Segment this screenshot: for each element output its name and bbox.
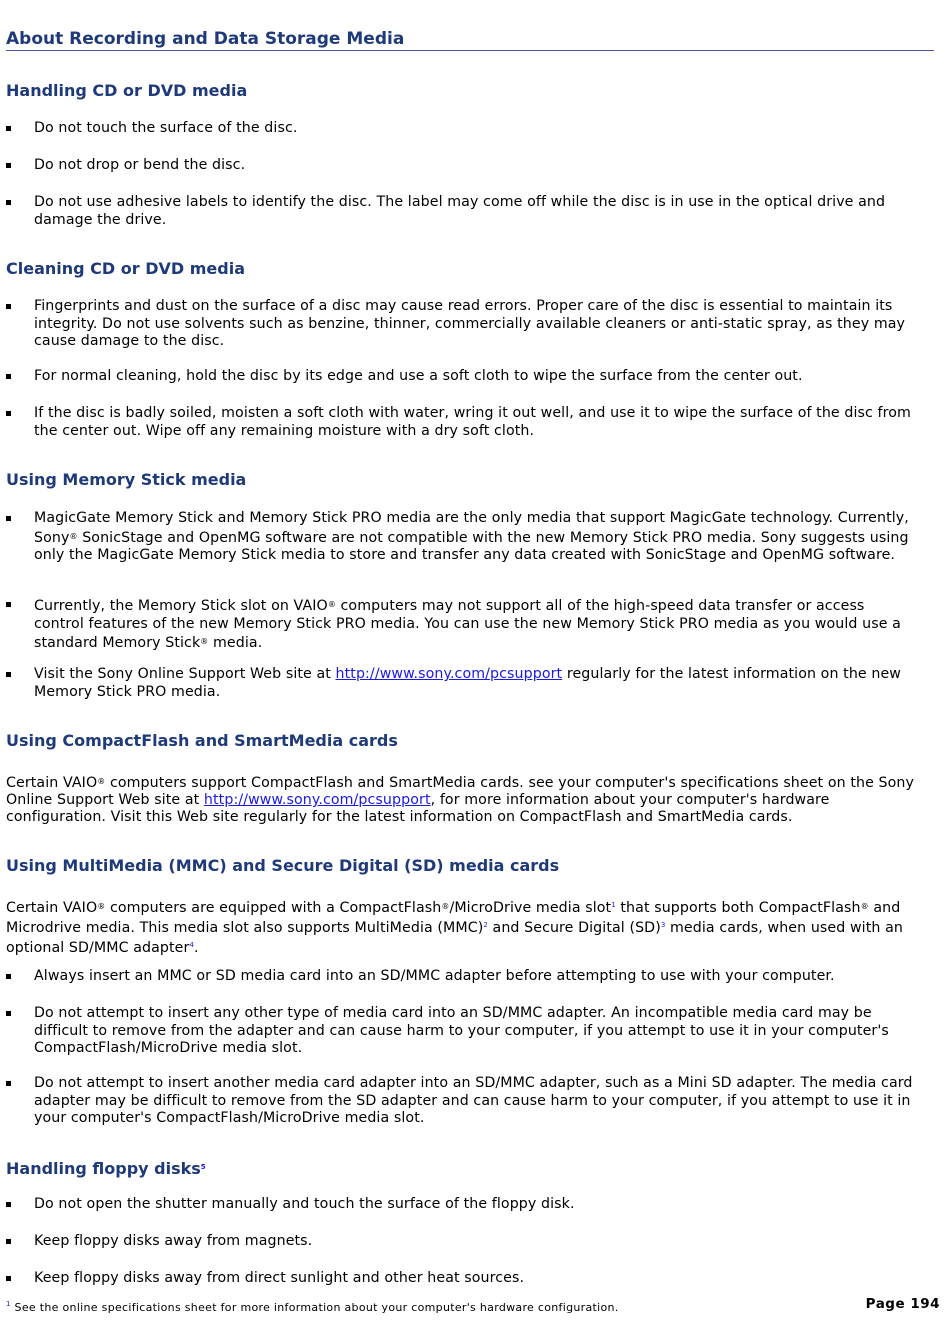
footnote [6,1297,619,1315]
text-run: regularly for the latest information on the new Memory Stick PRO media. [34,666,901,700]
list-item: Do not attempt to insert any other type of media card into an SD/MMC adapter. An incompatible media card may be difficult to remove from the adapter and can cause harm to your computer, if you attempt to use it in your computer's CompactFlash/MicroDrive media slot. [34,1005,914,1058]
registered-mark: ® [200,637,209,646]
footnote-number: 1 [6,1300,11,1308]
text-run: Certain VAIO [6,775,98,791]
paragraph [6,897,934,957]
list-item: Do not attempt to insert another media card adapter into an SD/MMC adapter, such as a Mini SD adapter. The media card adapter may be difficult to remove from the SD adapter and can cause harm to your computer, if you attempt to use it in your computer's CompactFlash/MicroDrive media slot. [34,1075,913,1126]
text-run: MagicGate Memory Stick and Memory Stick PRO media are the only media that support MagicGate technology. Currently, Sony [34,510,909,546]
list-item: Do not use adhesive labels to identify the disc. The label may come off while the disc is in use in the optical drive and damage the drive. [34,194,914,229]
section-heading-handling-cd-dvd: Handling CD or DVD media [6,81,248,100]
text-run: computers may not support all of the high-speed data transfer or access control features of the new Memory Stick PRO media. You can use the new Memory Stick PRO media as you would use a standard Memory Stick [34,598,901,651]
text-run: Currently, the Memory Stick slot on VAIO [34,598,328,614]
text-run: SonicStage and OpenMG software are not compatible with the new Memory Stick PRO media. Sony suggests using only the MagicGate Memory Stick media to store and transfer any data created with SonicStage and OpenMG software. [34,529,909,563]
paragraph [6,773,934,826]
footnote-ref-link[interactable]: 4 [189,941,195,949]
list-item: If the disc is badly soiled, moisten a soft cloth with water, wring it out well, and use it to wipe the surface of the disc from the center out. Wipe off any remaining moisture with a dry soft cloth. [34,405,914,440]
list-item: Do not open the shutter manually and touch the surface of the floppy disk. [34,1196,914,1214]
text-run: computers support CompactFlash and SmartMedia cards. see your computer's specifications sheet on the Sony Online Support Web site at [6,775,914,808]
list-item: Keep floppy disks away from direct sunlight and other heat sources. [34,1270,914,1288]
footnote-ref-link[interactable]: 5 [200,1163,206,1171]
footnote-ref-link[interactable]: 1 [611,901,616,909]
section-heading-memory-stick: Using Memory Stick media [6,470,247,489]
text-run: , for more information about your computer's hardware configuration. Visit this Web site regularly for the latest information on CompactFlash and SmartMedia cards. [6,792,830,825]
footnote-text: See the online specifications sheet for more information about your computer's hardware configuration. [10,1301,619,1314]
section-heading-floppy-disks [6,1157,206,1179]
list-item: Do not drop or bend the disc. [34,157,914,175]
list-item: For normal cleaning, hold the disc by its edge and use a soft cloth to wipe the surface from the center out. [34,368,914,386]
registered-mark: ® [327,600,336,609]
section-heading-mmc-sd: Using MultiMedia (MMC) and Secure Digital (SD) media cards [6,856,560,875]
registered-mark: ® [97,777,106,786]
text-run: and Microdrive media. This media slot also supports MultiMedia (MMC) [6,900,901,936]
text-run: /MicroDrive media slot [449,900,612,916]
text-run: media. [208,635,263,651]
footnote-ref-link[interactable]: 2 [483,921,488,929]
list-item: Do not touch the surface of the disc. [34,120,914,138]
list-item [34,596,914,653]
heading-text: Handling floppy disks [6,1159,201,1178]
list-item: Keep floppy disks away from magnets. [34,1233,914,1251]
registered-mark: ® [860,902,869,911]
text-run: . [194,940,199,956]
list-item: Always insert an MMC or SD media card into an SD/MMC adapter before attempting to use with your computer. [34,968,914,986]
section-heading-cleaning-cd-dvd: Cleaning CD or DVD media [6,259,245,278]
section-heading-compactflash-smartmedia: Using CompactFlash and SmartMedia cards [6,731,398,750]
list-item: Fingerprints and dust on the surface of a disc may cause read errors. Proper care of the disc is essential to maintain its integrity. Do not use solvents such as benzine, thinner, commercially available cleaners or anti-static spray, as they may cause damage to the disc. [34,298,914,351]
text-run: and Secure Digital (SD) [487,920,661,936]
text-run: computers are equipped with a CompactFlash [105,900,442,916]
footnote-ref-link[interactable]: 3 [660,921,666,929]
text-run: Certain VAIO [6,900,98,916]
list-item [34,666,914,701]
page-title: About Recording and Data Storage Media [6,29,934,51]
registered-mark: ® [97,902,106,911]
page-number: Page 194 [865,1296,940,1312]
text-run: that supports both CompactFlash [615,900,861,916]
text-run: media cards, when used with an optional SD/MMC adapter [6,920,903,956]
registered-mark: ® [69,531,78,541]
sony-support-link[interactable]: http://www.sony.com/pcsupport [203,792,431,808]
text-run: Visit the Sony Online Support Web site at [34,666,336,682]
list-item [34,510,914,565]
registered-mark: ® [441,902,450,911]
sony-support-link[interactable]: http://www.sony.com/pcsupport [335,666,563,682]
